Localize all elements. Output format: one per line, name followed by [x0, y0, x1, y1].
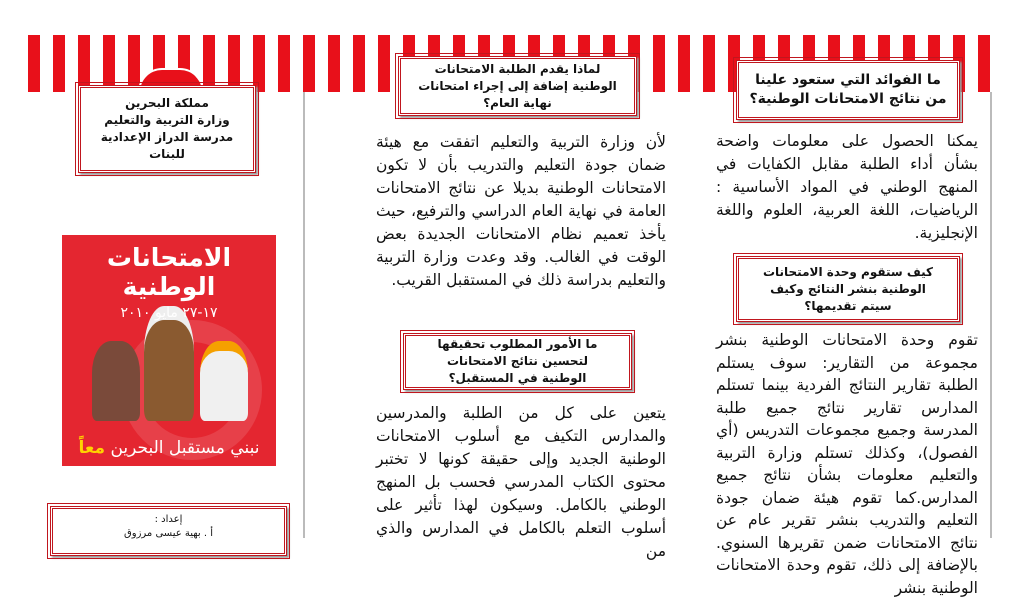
- question-heading: كيف ستقوم وحدة الامتحانات الوطنية بنشر النتائج وكيف سيتم تقديمها؟: [762, 264, 934, 313]
- credits-label: إعداد :: [154, 514, 183, 525]
- school-header-box: [78, 85, 256, 173]
- poster-title: الامتحانات الوطنية: [106, 243, 232, 301]
- credits-author: أ . بهية عيسى مرزوق: [124, 528, 213, 539]
- answer-text: يتعين على كل من الطلبة والمدرسين والمدارس التكيف مع أسلوب الامتحانات الوطنية الجديد وإلى حقيقة كونها لا تختبر محتوى الكتاب المدرسي فحسب بل المنهج الوطني بالكامل. وسيكون لهذا تأثير على أسلوب التعلم بالكامل في المدارس والذي من: [376, 404, 666, 560]
- girl-character-illustration: [92, 341, 140, 421]
- question-box: [398, 56, 637, 116]
- question-box: [403, 333, 632, 390]
- slogan-text: نبني مستقبل البحرين: [110, 438, 260, 458]
- answer-text: تقوم وحدة الامتحانات الوطنية بنشر مجموعة من التقارير: سوف يستلم الطلبة تقارير النتائج الفردية بينما تستلم المدارس تقارير نتائج جميع طلبة المدرسة وجميع مجموعات التدريس (أي الفصول)، وكذلك تستلم وزارة التربية والتعليم معلومات بشأن نتائج جميع المدارس.كما تقوم هيئة ضمان جودة التعليم والتدريب بنشر تقرير عام عن نتائج الامتحانات ضمن تقريرها السنوي. بالإضافة إلى ذلك، تقوم وحدة الامتحانات الوطنية بنشر: [716, 331, 978, 597]
- question-heading: ما الأمور المطلوب تحقيقها لتحسين نتائج الامتحانات الوطنية في المستقبل؟: [437, 337, 598, 385]
- credits-box: [50, 506, 287, 556]
- answer-text: لأن وزارة التربية والتعليم اتفقت مع هيئة ضمان جودة التعليم والتدريب بأن لا تكون الامتحانات الوطنية بديلا عن نتائج الامتحانات العامة في نهاية العام الدراسي والترفيع، حيث يأخذ تعميم نظام الامتحانات الجديدة بعض الوقت في الغالب. وقد وعدت وزارة التربية والتعليم بدراسة ذلك في المستقبل القريب.: [376, 133, 666, 289]
- question-box: [736, 256, 960, 322]
- question-heading: لماذا يقدم الطلبة الامتحانات الوطنية إضافة إلى إجراء امتحانات نهاية العام؟: [418, 61, 617, 110]
- answer-text: يمكنا الحصول على معلومات واضحة بشأن أداء الطلبة مقابل الكفايات في المنهج الوطني في المواد الأساسية : الرياضيات، اللغة العربية، العلوم واللغة الإنجليزية.: [716, 132, 978, 242]
- poster-dates: ١٧-٢٧ مايو ٢٠١٠: [120, 305, 218, 321]
- boy-character-illustration: [200, 341, 248, 421]
- country-name: مملكة البحرين: [125, 96, 209, 110]
- question-heading: ما الفوائد التي ستعود علينا من نتائج الامتحانات الوطنية؟: [749, 72, 947, 107]
- national-exams-poster: [62, 235, 276, 466]
- panel-divider: [990, 92, 992, 538]
- question-box: [736, 60, 960, 120]
- slogan-highlight: معاً: [78, 438, 106, 458]
- ministry-name: وزارة التربية والتعليم: [104, 113, 230, 127]
- panel-divider: [303, 92, 305, 538]
- hijab-girl-character-illustration: [144, 306, 194, 421]
- poster-slogan: [62, 438, 276, 458]
- school-name: مدرسة الدراز الإعدادية للبنات: [100, 130, 234, 161]
